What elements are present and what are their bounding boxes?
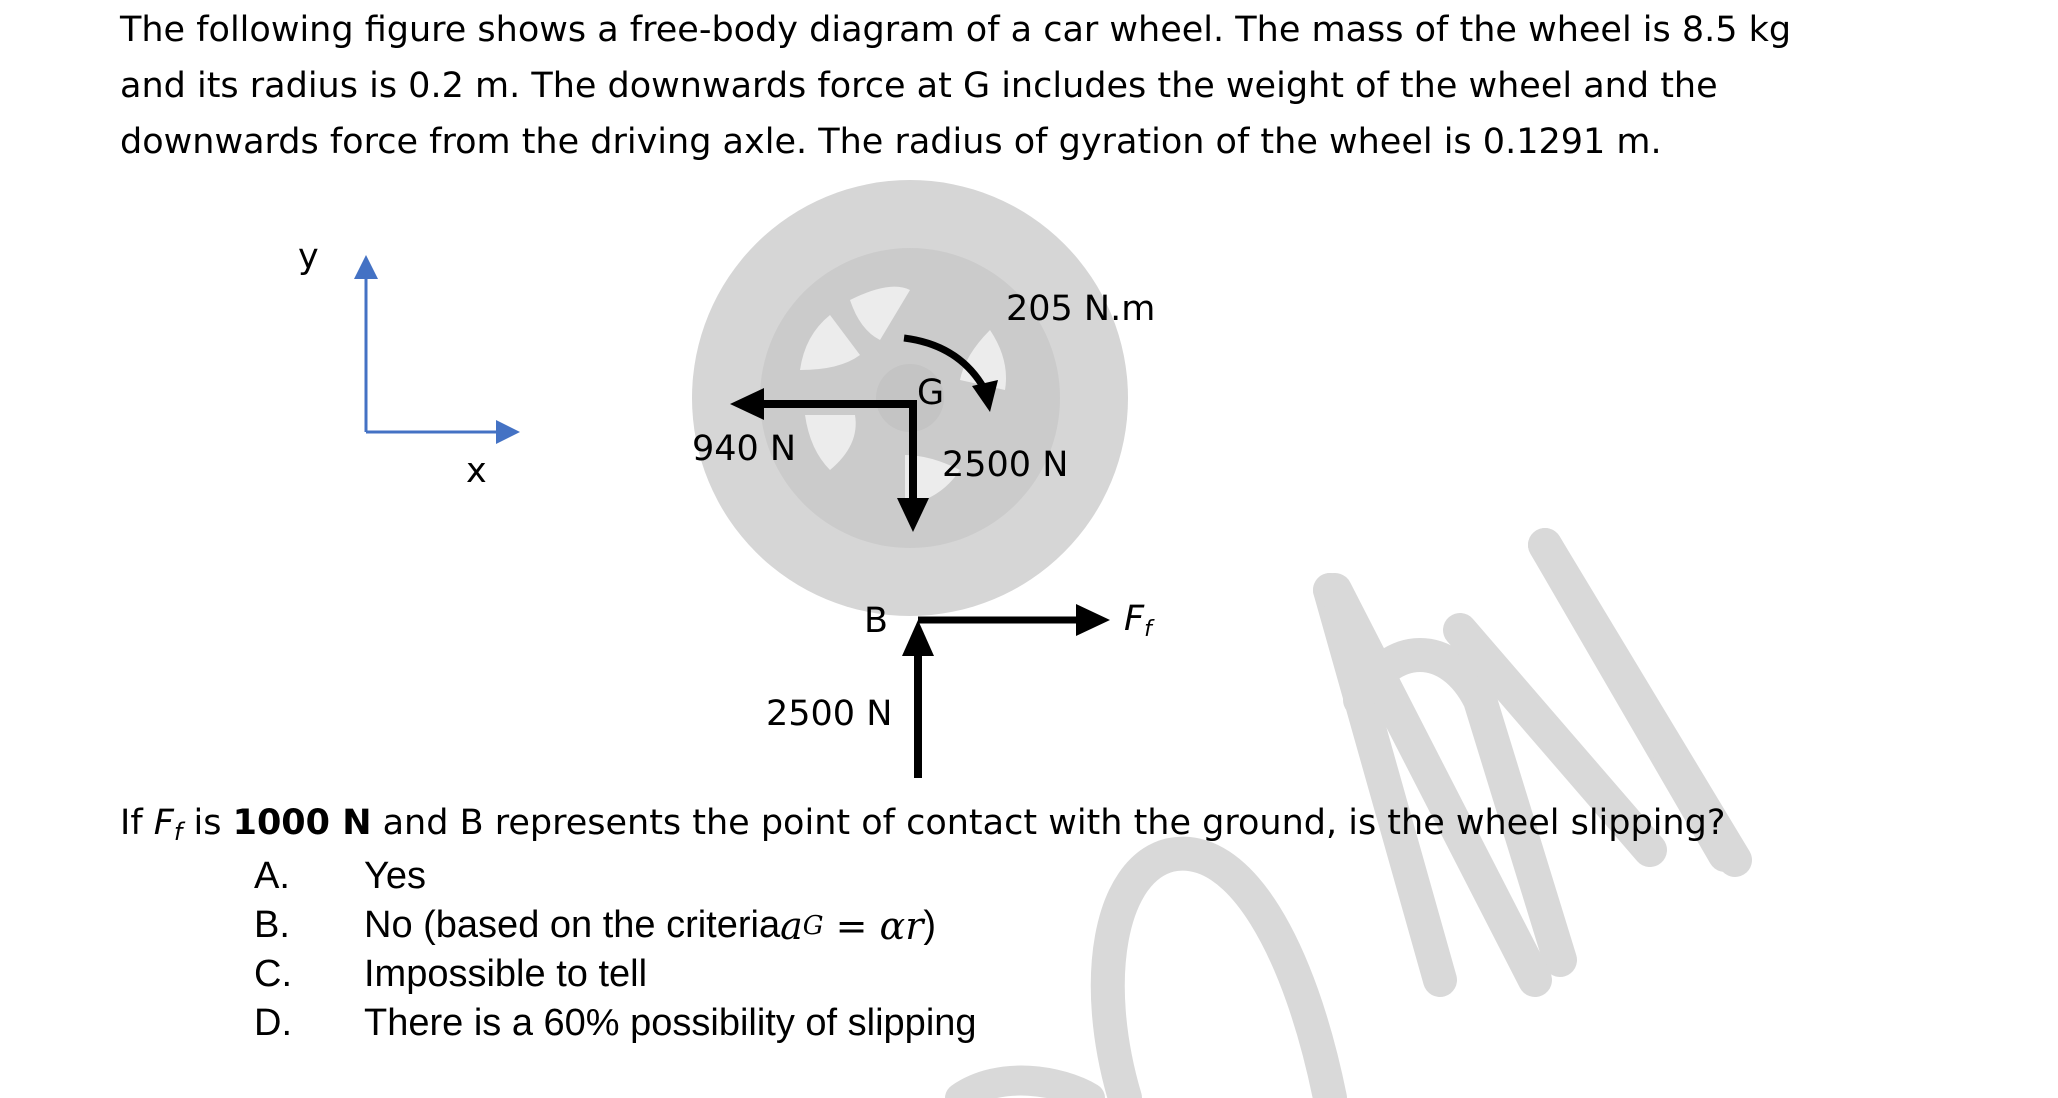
horizontal-force-label: 940 N	[692, 429, 797, 469]
option-text: There is a 60% possibility of slipping	[364, 1002, 977, 1044]
x-axis-label: x	[466, 451, 487, 491]
option-math-symbol: a	[780, 903, 803, 948]
option-a[interactable]	[254, 852, 977, 901]
question-prefix: If	[120, 803, 154, 843]
friction-force-symbol: F	[1124, 599, 1145, 639]
coordinate-axes	[298, 237, 520, 491]
center-label-g: G	[917, 373, 945, 413]
option-d[interactable]	[254, 999, 977, 1048]
downward-force-label: 2500 N	[942, 445, 1069, 485]
normal-force-label: 2500 N	[766, 694, 893, 734]
option-text: Impossible to tell	[364, 953, 648, 995]
option-letter: B.	[254, 904, 290, 946]
option-text: No (based on the criteria	[364, 904, 781, 946]
option-b[interactable]	[254, 901, 977, 950]
option-math-subscript: G	[802, 910, 824, 941]
option-c[interactable]	[254, 950, 977, 999]
problem-statement: The following figure shows a free-body diagram of a car wheel. The mass of the wheel is 8.5 kg and its radius is 0.2 m. The downwards force at G includes the weight of the wheel and the downwards force from the driving axle. The radius of gyration of the wheel is 0.1291 m.	[120, 10, 1792, 162]
y-axis-arrowhead	[354, 255, 378, 279]
y-axis-label: y	[298, 237, 319, 277]
contact-point-label-b: B	[864, 601, 889, 641]
normal-force-arrow	[766, 620, 934, 778]
question-suffix: and B represents the point of contact with the ground, is the wheel slipping?	[371, 803, 1726, 843]
friction-force-label	[1124, 599, 1155, 642]
question-force-subscript: f	[173, 818, 183, 846]
question-force-symbol: F	[153, 803, 174, 843]
friction-force-subscript: f	[1144, 617, 1152, 642]
option-text: Yes	[364, 855, 426, 897]
option-math-rest: = αr	[823, 903, 924, 948]
question-text	[120, 800, 1840, 855]
option-letter: A.	[254, 855, 290, 897]
option-letter: C.	[254, 953, 292, 995]
option-letter: D.	[254, 1002, 292, 1044]
answer-options	[254, 852, 977, 1048]
question-force-value: 1000 N	[232, 803, 372, 843]
torque-label: 205 N.m	[1006, 289, 1156, 329]
question-middle: is	[182, 803, 233, 843]
friction-force-arrowhead	[1076, 604, 1110, 636]
x-axis-arrowhead	[496, 420, 520, 444]
option-text-end: )	[923, 904, 937, 946]
normal-force-arrowhead	[902, 620, 934, 656]
